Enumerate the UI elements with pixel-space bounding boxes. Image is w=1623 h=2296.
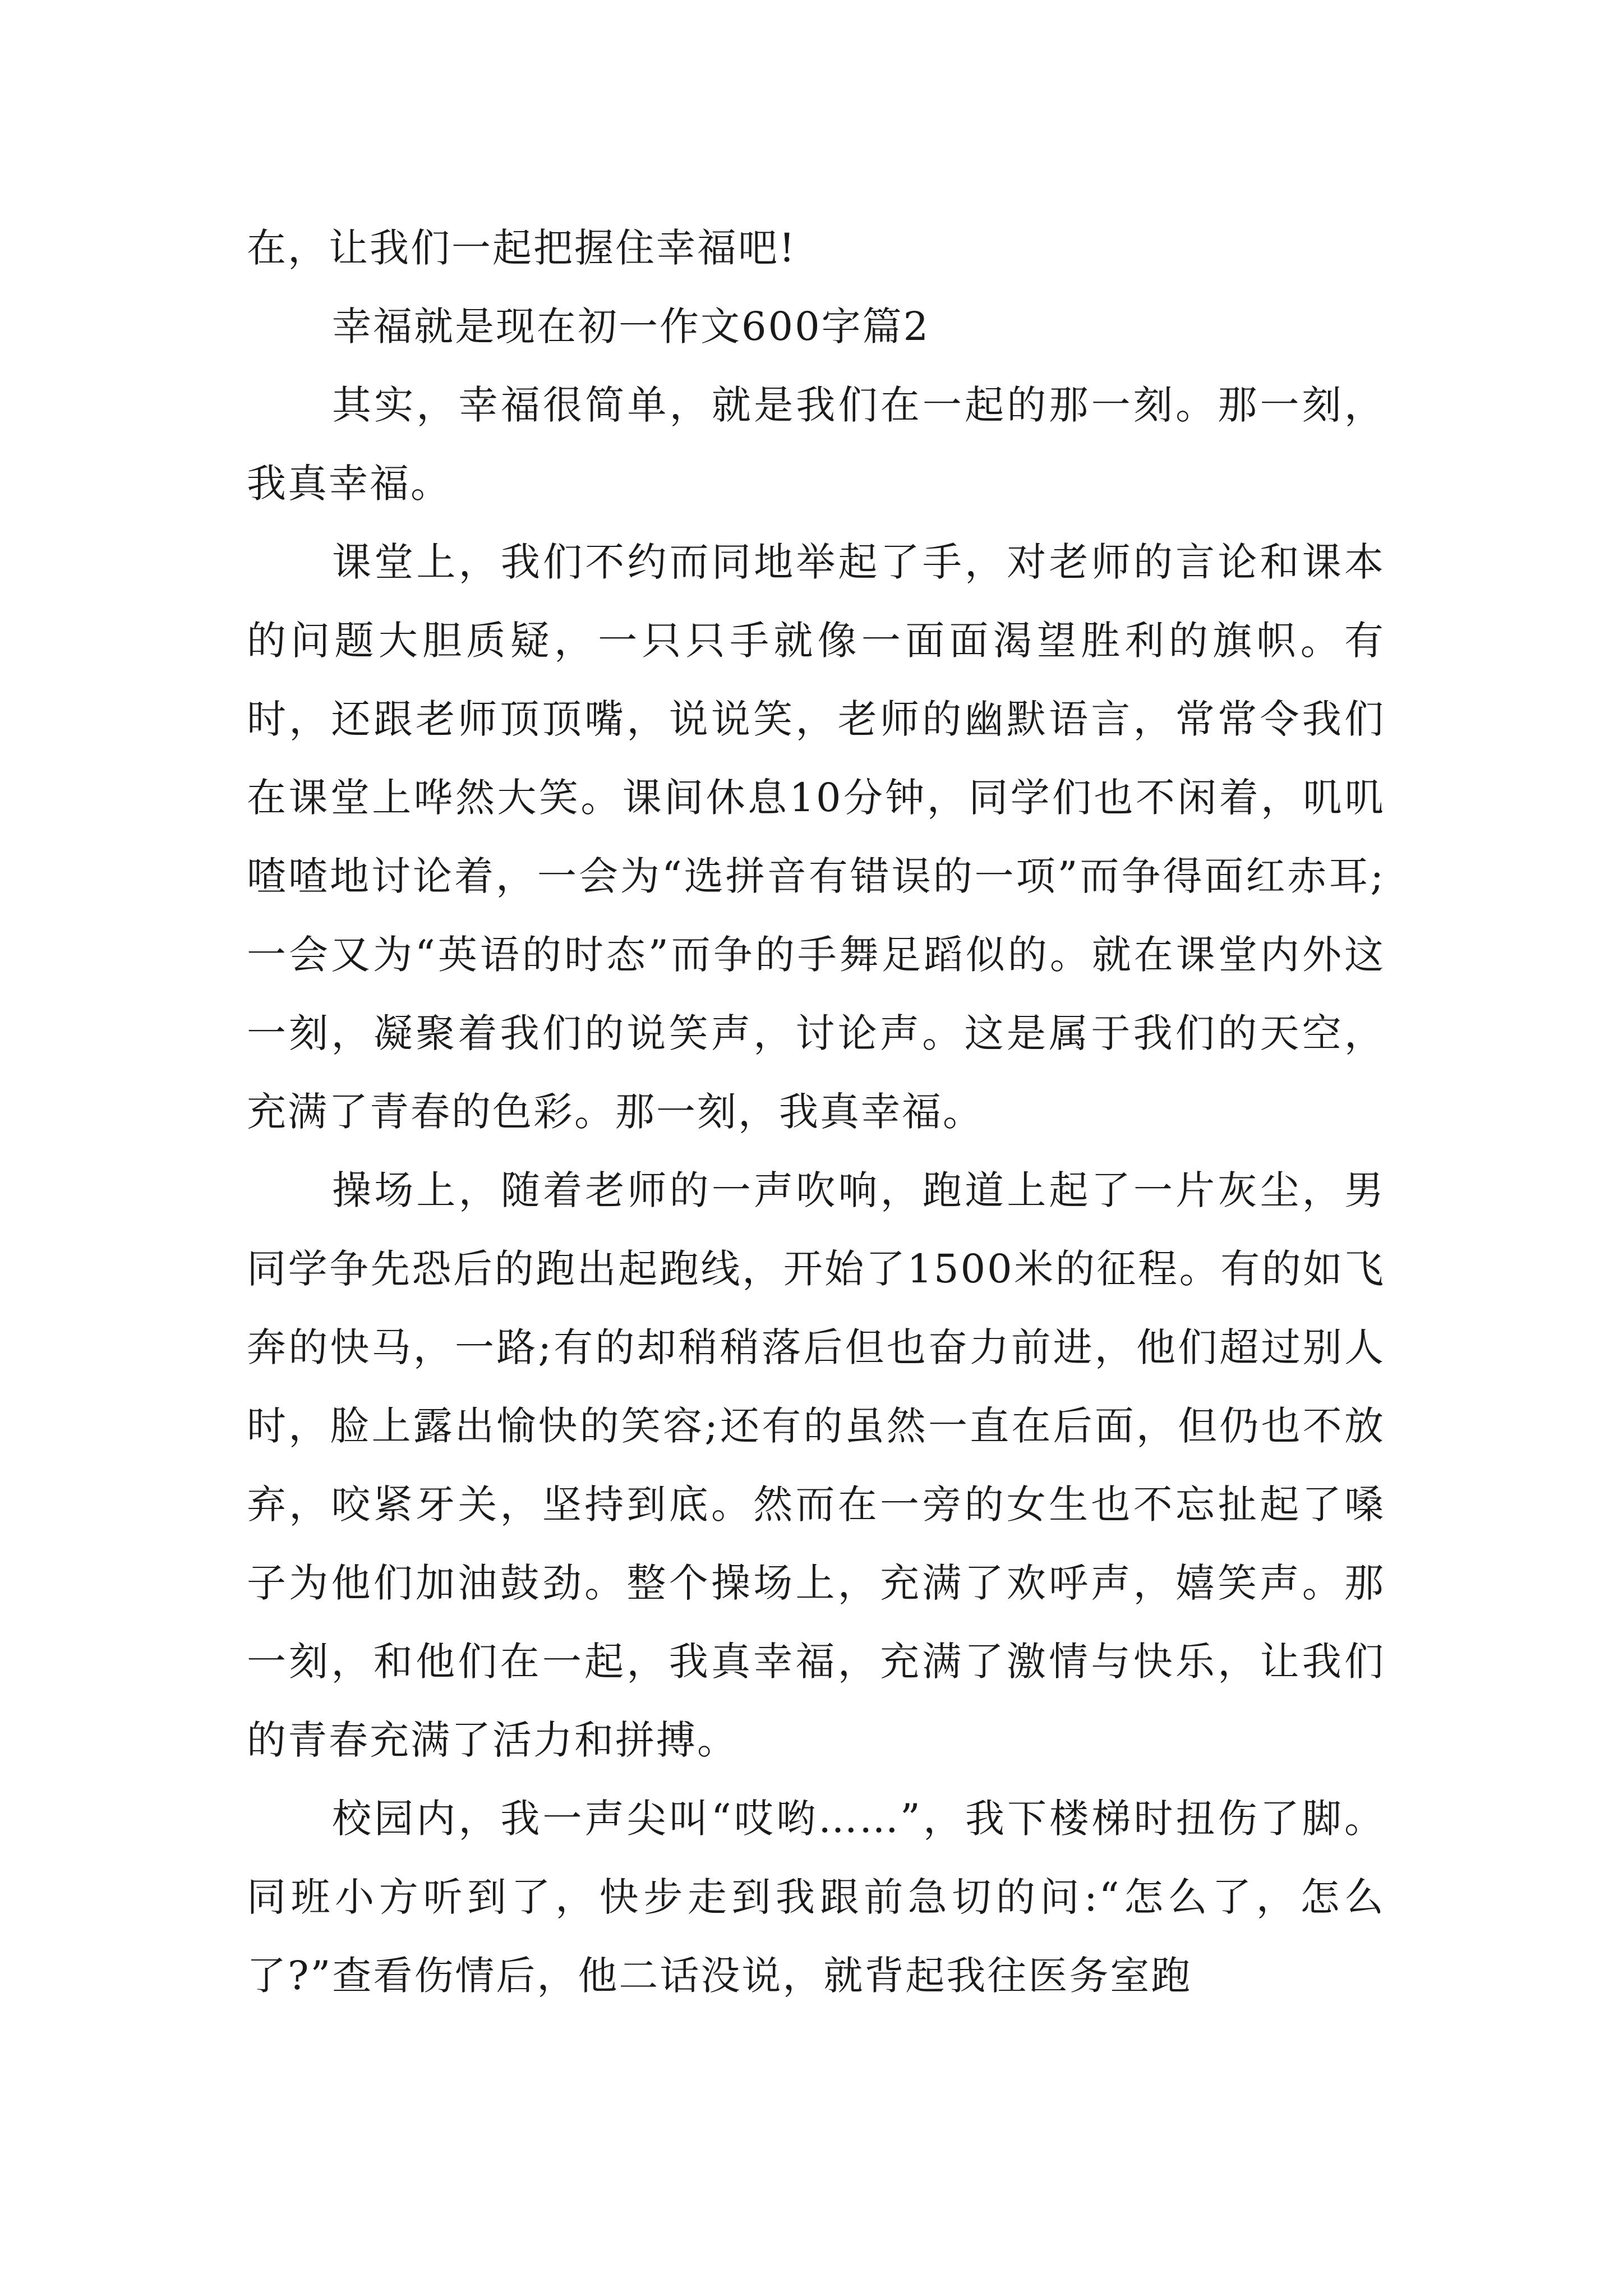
- paragraph: 其实，幸福很简单，就是我们在一起的那一刻。那一刻，我真幸福。: [247, 382, 1385, 507]
- continuation-line: 在，让我们一起把握住幸福吧!: [247, 225, 797, 271]
- paragraph: 校园内，我一声尖叫“哎哟……”，我下楼梯时扭伤了脚。同班小方听到了，快步走到我跟前急切的问:“怎么了，怎么了?”查看伤情后，他二话没说，就背起我往医务室跑: [247, 1796, 1385, 1999]
- section-heading: 幸福就是现在初一作文600字篇2: [332, 303, 930, 349]
- paragraph: 课堂上，我们不约而同地举起了手，对老师的言论和课本的问题大胆质疑，一只只手就像一面面渴望胜利的旗帜。有时，还跟老师顶顶嘴，说说笑，老师的幽默语言，常常令我们在课堂上哗然大笑。课间休息10分钟，同学们也不闲着，叽叽喳喳地讨论着，一会为“选拼音有错误的一项”而争得面红赤耳;一会又为“英语的时态”而争的手舞足蹈似的。就在课堂内外这一刻，凝聚着我们的说笑声，讨论声。这是属于我们的天空，充满了青春的色彩。那一刻，我真幸福。: [247, 539, 1385, 1135]
- document-body: [247, 209, 1385, 2015]
- paragraph: 操场上，随着老师的一声吹响，跑道上起了一片灰尘，男同学争先恐后的跑出起跑线，开始了1500米的征程。有的如飞奔的快马，一路;有的却稍稍落后但也奋力前进，他们超过别人时，脸上露出愉快的笑容;还有的虽然一直在后面，但仍也不放弃，咬紧牙关，坚持到底。然而在一旁的女生也不忘扯起了嗓子为他们加油鼓劲。整个操场上，充满了欢呼声，嬉笑声。那一刻，和他们在一起，我真幸福，充满了激情与快乐，让我们的青春充满了活力和拼搏。: [247, 1167, 1385, 1763]
